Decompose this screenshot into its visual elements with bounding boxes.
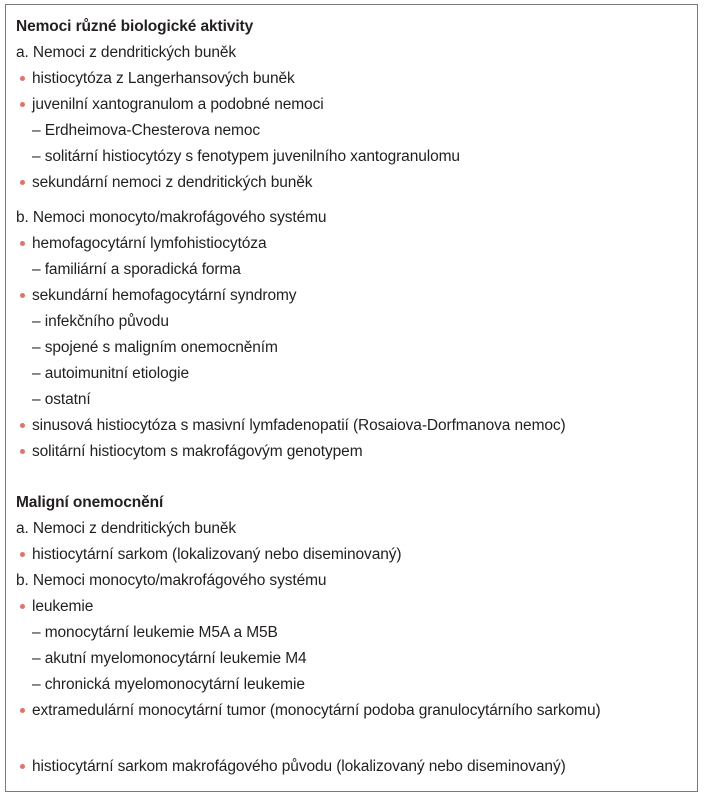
bullet-icon (20, 449, 25, 454)
bullet-icon (20, 293, 25, 298)
bullet-icon (20, 708, 25, 713)
sub-item: – spojené s maligním onemocněním (32, 339, 278, 356)
classification-table (5, 4, 698, 792)
bullet-icon (20, 552, 25, 557)
sub-item: – solitární histiocytózy s fenotypem juvenilního xantogranulomu (32, 148, 460, 165)
list-item: juvenilní xantogranulom a podobné nemoci (32, 95, 697, 115)
list-item: histiocytární sarkom (lokalizovaný nebo diseminovaný) (32, 545, 697, 565)
bullet-icon (20, 102, 25, 107)
sub-item: – ostatní (32, 391, 91, 408)
list-item: histiocytární sarkom makrofágového původu (lokalizovaný nebo diseminovaný) (32, 757, 697, 777)
group-label: b. Nemoci monocyto/makrofágového systému (16, 209, 327, 226)
list-item: sekundární hemofagocytární syndromy (32, 286, 697, 306)
sub-item: – infekčního původu (32, 313, 169, 330)
sub-item: – chronická myelomonocytární leukemie (32, 676, 305, 693)
list-item: solitární histiocytom s makrofágovým genotypem (32, 442, 697, 462)
bullet-icon (20, 423, 25, 428)
sub-item: – Erdheimova-Chesterova nemoc (32, 122, 260, 139)
list-item: hemofagocytární lymfohistiocytóza (32, 234, 697, 254)
bullet-icon (20, 241, 25, 246)
bullet-icon (20, 76, 25, 81)
list-item: histiocytóza z Langerhansových buněk (32, 69, 697, 89)
sub-item: – familiární a sporadická forma (32, 261, 241, 278)
list-item: extramedulární monocytární tumor (monocytární podoba granulocytárního sarkomu) (32, 701, 685, 721)
sub-item: – autoimunitní etiologie (32, 365, 190, 382)
group-label: a. Nemoci z dendritických buněk (16, 520, 237, 537)
section-heading: Maligní onemocnění (16, 494, 164, 511)
group-label: a. Nemoci z dendritických buněk (16, 44, 237, 61)
bullet-icon (20, 764, 25, 769)
sub-item: – akutní myelomonocytární leukemie M4 (32, 650, 307, 667)
group-label: b. Nemoci monocyto/makrofágového systému (16, 572, 327, 589)
list-item: sekundární nemoci z dendritických buněk (32, 173, 697, 193)
bullet-icon (20, 604, 25, 609)
bullet-icon (20, 180, 25, 185)
list-item: leukemie (32, 597, 697, 617)
section-heading: Nemoci různé biologické aktivity (16, 18, 254, 35)
sub-item: – monocytární leukemie M5A a M5B (32, 624, 278, 641)
list-item: sinusová histiocytóza s masivní lymfadenopatií (Rosaiova-Dorfmanova nemoc) (32, 416, 697, 436)
